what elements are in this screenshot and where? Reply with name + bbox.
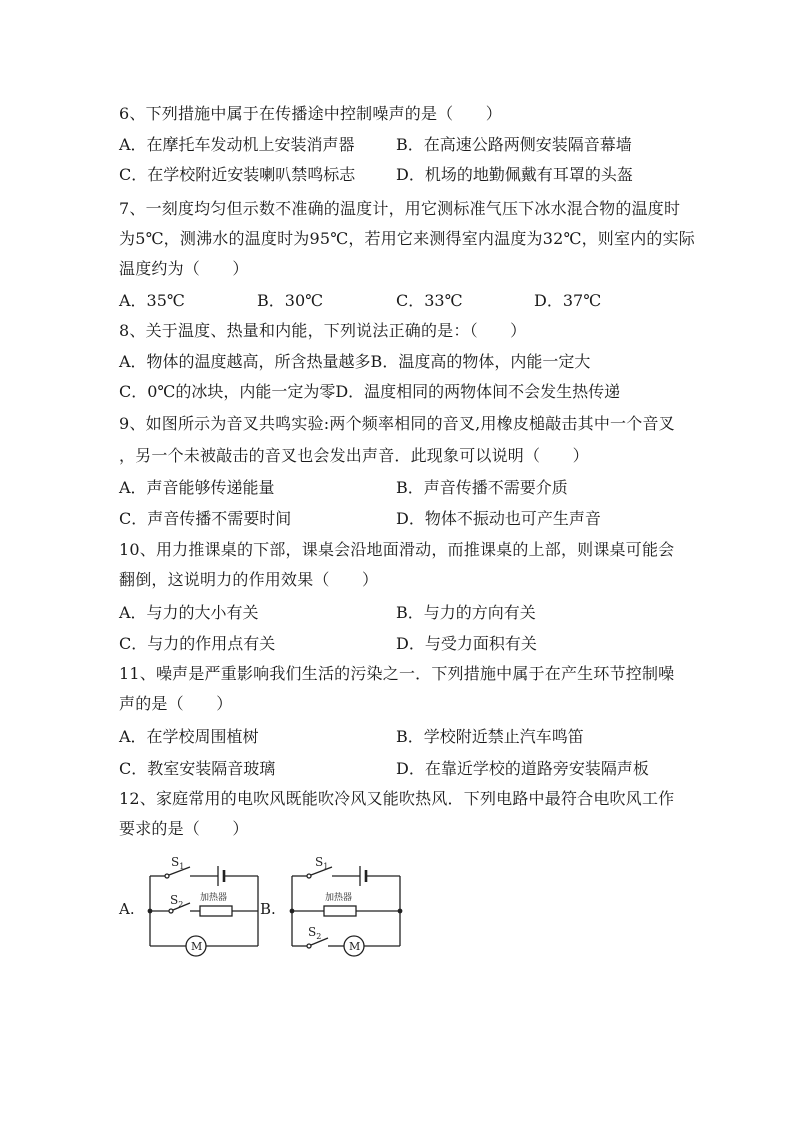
heater-label: 加热器 — [325, 893, 353, 903]
question-9-stem-line-2: ，另一个未被敲击的音叉也会发出声音．此现象可以说明（ ） — [119, 446, 589, 465]
question-11-option-b: B．学校附近禁止汽车鸣笛 — [396, 727, 584, 746]
question-6-option-d: D．机场的地勤佩戴有耳罩的头盔 — [396, 165, 633, 184]
question-11-option-a: A．在学校周围植树 — [119, 727, 259, 746]
switch-s2-label: $S_2$ — [170, 893, 184, 909]
question-10-option-b: B．与力的方向有关 — [396, 603, 536, 622]
question-10-option-c: C．与力的作用点有关 — [119, 634, 276, 653]
question-11-stem-line-1: 11、噪声是严重影响我们生活的污染之一．下列措施中属于在产生环节控制噪 — [119, 664, 675, 683]
question-8-options-cd: C．0℃的冰块，内能一定为零D．温度相同的两物体间不会发生热传递 — [119, 382, 621, 401]
question-12-stem-line-1: 12、家庭常用的电吹风既能吹冷风又能吹热风．下列电路中最符合电吹风工作 — [119, 789, 675, 808]
question-7-option-a: A．35℃ — [119, 291, 185, 310]
question-6-option-a: A．在摩托车发动机上安装消声器 — [119, 135, 355, 154]
question-10-stem-line-2: 翻倒，这说明力的作用效果（ ） — [119, 570, 379, 589]
switch-s1-label: $S_1$ — [171, 855, 185, 871]
question-7-option-d: D．37℃ — [534, 291, 602, 310]
question-8-stem: 8、关于温度、热量和内能，下列说法正确的是：（ ） — [119, 321, 527, 340]
question-11-option-c: C．教室安装隔音玻璃 — [119, 759, 276, 778]
switch-s2-label: $S_2$ — [308, 925, 322, 941]
question-7-stem-line-3: 温度约为（ ） — [119, 259, 249, 278]
circuit-option-a-label: A. — [119, 900, 135, 918]
heater-resistor — [200, 906, 232, 916]
question-9-option-c: C．声音传播不需要时间 — [119, 509, 292, 528]
question-7-stem-line-1: 7、一刻度均匀但示数不准确的温度计，用它测标准气压下冰水混合物的温度时 — [119, 199, 681, 218]
question-9-option-b: B．声音传播不需要介质 — [396, 478, 568, 497]
question-8-options-ab: A．物体的温度越高，所含热量越多B．温度高的物体，内能一定大 — [119, 352, 591, 371]
question-6-option-c: C．在学校附近安装喇叭禁鸣标志 — [119, 165, 356, 184]
question-10-option-d: D．与受力面积有关 — [396, 634, 537, 653]
question-6-stem: 6、下列措施中属于在传播途中控制噪声的是（ ） — [119, 104, 502, 123]
question-9-stem-line-1: 9、如图所示为音叉共鸣实验:两个频率相同的音叉,用橡皮槌敲击其中一个音叉 — [119, 414, 675, 433]
motor-label: M — [191, 940, 203, 953]
question-7-option-b: B．30℃ — [257, 291, 324, 310]
heater-label: 加热器 — [200, 893, 228, 903]
motor-label: M — [349, 940, 361, 953]
question-11-option-d: D．在靠近学校的道路旁安装隔声板 — [396, 759, 649, 778]
question-7-stem-line-2: 为5℃，测沸水的温度时为95℃，若用它来测得室内温度为32℃，则室内的实际 — [119, 229, 695, 248]
question-9-option-a: A．声音能够传递能量 — [119, 478, 275, 497]
question-12-stem-line-2: 要求的是（ ） — [119, 819, 249, 838]
switch-s1-label: $S_1$ — [315, 855, 329, 871]
junction-dot — [148, 909, 153, 914]
circuit-diagram-a — [140, 850, 270, 968]
circuit-option-b-label: B. — [260, 900, 276, 918]
question-10-stem-line-1: 10、用力推课桌的下部，课桌会沿地面滑动，而推课桌的上部，则课桌可能会 — [119, 540, 675, 559]
question-9-option-d: D．物体不振动也可产生声音 — [396, 509, 601, 528]
question-10-option-a: A．与力的大小有关 — [119, 603, 259, 622]
circuit-diagram-b — [282, 850, 412, 968]
question-11-stem-line-2: 声的是（ ） — [119, 694, 233, 713]
question-7-option-c: C．33℃ — [396, 291, 463, 310]
question-6-option-b: B．在高速公路两侧安装隔音幕墙 — [396, 135, 632, 154]
